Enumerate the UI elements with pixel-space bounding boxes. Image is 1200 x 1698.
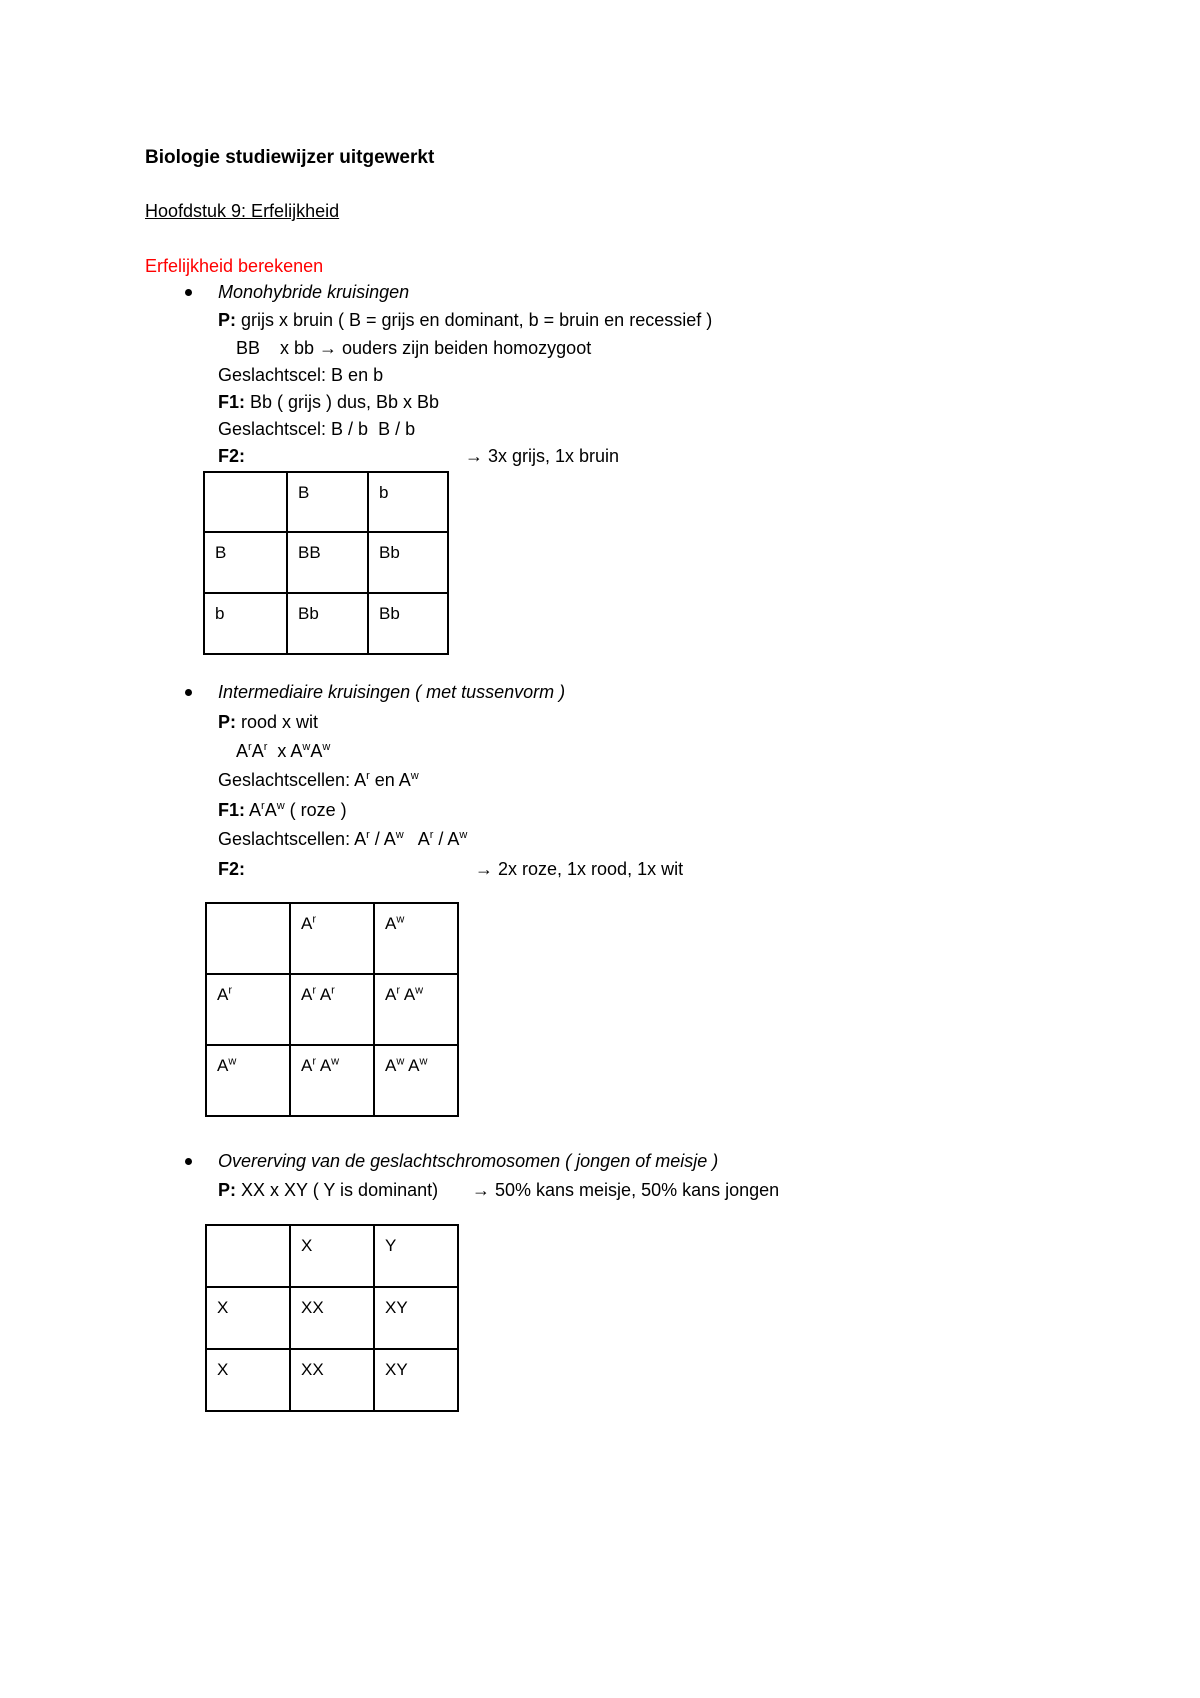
table-cell: Bb [368, 593, 448, 654]
table-cell [204, 472, 287, 532]
inter-cross-line: $A^rA^r$ x $A^wA^w$ [236, 741, 331, 761]
inter-f2-label: F2: [218, 859, 245, 879]
table-cell: B [204, 532, 287, 593]
f1-label: F1: [218, 392, 245, 412]
table-cell: X [206, 1287, 290, 1349]
p-label: P: [218, 1180, 236, 1200]
document-title: Biologie studiewijzer uitgewerkt [145, 147, 435, 168]
p-text: XX x XY ( Y is dominant) [236, 1180, 439, 1200]
table-cell: $A^r$ [206, 974, 290, 1045]
table-cell: X [206, 1349, 290, 1411]
table-cell: XY [374, 1287, 458, 1349]
table-cell: XX [290, 1287, 374, 1349]
mono-gamete-line: Geslachtscel: B en b [218, 365, 384, 385]
mono-result: → 3x grijs, 1x bruin [465, 446, 620, 466]
inter-heading: Intermediaire kruisingen ( met tussenvorm ) [218, 682, 566, 702]
mono-heading: Monohybride kruisingen [218, 282, 410, 302]
table-cell: B [287, 472, 368, 532]
sex-result: → 50% kans meisje, 50% kans jongen [472, 1180, 780, 1200]
bullet-icon [185, 1158, 192, 1165]
inter-p-line [218, 712, 318, 734]
inter-f1-line: F1: $A^rA^w$ ( roze ) [218, 800, 347, 820]
table-cell: b [204, 593, 287, 654]
mono-cross-line: BB x bb → ouders zijn beiden homozygoot [236, 338, 592, 358]
table-cell: BB [287, 532, 368, 593]
section-heading: Erfelijkheid berekenen [145, 256, 324, 276]
table-cell: b [368, 472, 448, 532]
bullet-icon [185, 289, 192, 296]
mono-f2-label: F2: [218, 446, 245, 466]
sex-heading: Overerving van de geslachtschromosomen ( jongen of meisje ) [218, 1151, 719, 1171]
table-cell: $A^w$ $A^w$ [374, 1045, 458, 1116]
p-text: rood x wit [236, 712, 319, 732]
table-cell: $A^w$ [374, 903, 458, 974]
table-cell [206, 903, 290, 974]
mono-f1-line [218, 392, 439, 414]
table-cell: $A^w$ [206, 1045, 290, 1116]
table-cell: $A^r$ [290, 903, 374, 974]
inter-result: → 2x roze, 1x rood, 1x wit [475, 859, 684, 879]
chapter-heading: Hoofdstuk 9: Erfelijkheid [145, 201, 340, 221]
p-label: P: [218, 712, 236, 732]
p-text: grijs x bruin ( B = grijs en dominant, b = bruin en recessief ) [236, 310, 713, 330]
punnett-square-sex [205, 1224, 459, 1412]
table-cell: Bb [368, 532, 448, 593]
table-cell: $A^r$ $A^w$ [374, 974, 458, 1045]
table-cell: XX [290, 1349, 374, 1411]
inter-gamete-line: Geslachtscellen: $A^r$ en $A^w$ [218, 770, 419, 790]
table-cell: Y [374, 1225, 458, 1287]
sex-p-line [218, 1180, 438, 1202]
bullet-icon [185, 689, 192, 696]
table-cell: $A^r$ $A^w$ [290, 1045, 374, 1116]
table-cell: X [290, 1225, 374, 1287]
punnett-square-inter [205, 902, 459, 1117]
table-cell: $A^r$ $A^r$ [290, 974, 374, 1045]
inter-gamete2-line: Geslachtscellen: $A^r / A^w$ $A^r / A^w$ [218, 829, 468, 849]
table-cell: Bb [287, 593, 368, 654]
mono-gamete2-line: Geslachtscel: B / b B / b [218, 419, 416, 439]
mono-p-line [218, 310, 712, 332]
f1-text: Bb ( grijs ) dus, Bb x Bb [245, 392, 440, 412]
table-cell: XY [374, 1349, 458, 1411]
p-label: P: [218, 310, 236, 330]
punnett-square-mono [203, 471, 449, 655]
table-cell [206, 1225, 290, 1287]
